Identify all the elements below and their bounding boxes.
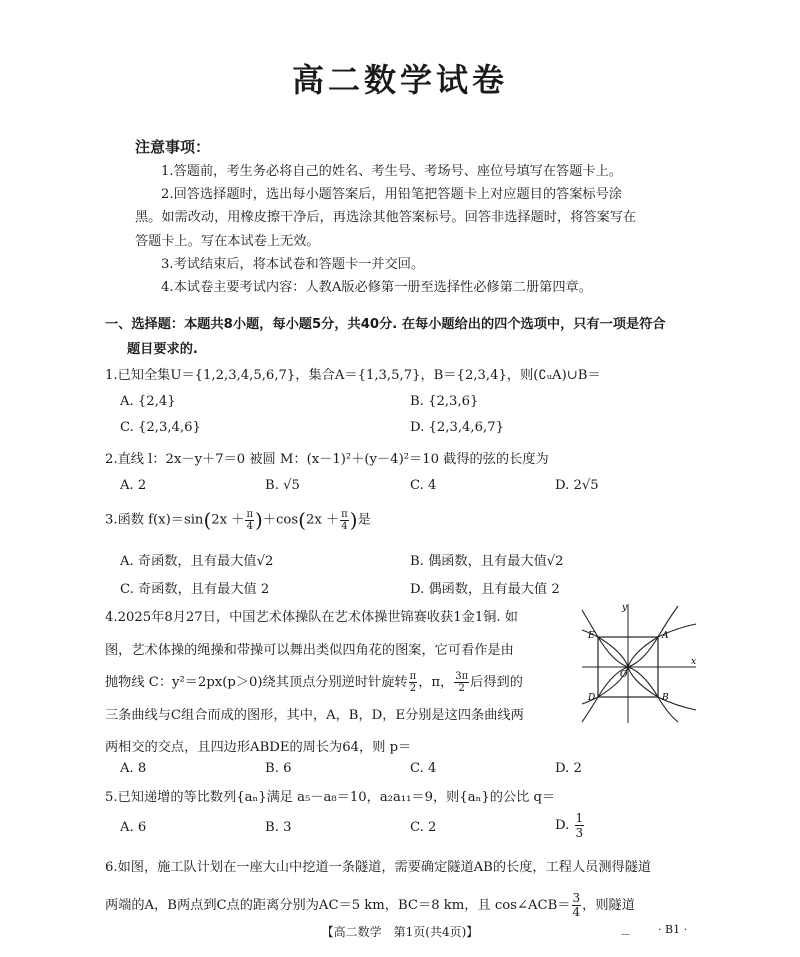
question-2-stem: 2.直线 l：2x－y＋7＝0 被圆 M：(x－1)²＋(y－4)²＝10 截得的弦的长度为 xyxy=(105,452,549,467)
q3-argument: 2x ＋ xyxy=(305,512,340,528)
notice-item: 4.本试卷主要考试内容：人教A版必修第一册至选择性必修第二册第四章。 xyxy=(161,280,592,296)
label-a: A xyxy=(662,631,669,641)
q3-option-b: B. 偶函数，且有最大值√2 xyxy=(410,554,564,569)
question-3-stem: 3.函数 f(x)＝sin(2x ＋ $\frac{\pi}{4}$ )＋cos(2x ＋ $\frac{\pi}{4}$ )是 xyxy=(105,508,371,532)
q3-stem-mid: ＋cos xyxy=(262,512,299,528)
notice-heading: 注意事项： xyxy=(135,138,211,156)
label-y: y xyxy=(622,603,628,613)
q6-fraction: $\frac{3}{4}$ xyxy=(572,891,581,919)
notice-item: 1.答题前，考生务必将自己的姓名、考生号、考场号、座位号填写在答题卡上。 xyxy=(161,164,622,179)
section-line: 一、选择题：本题共8小题，每小题5分，共40分. 在每小题给出的四个选项中，只有一项是符合 xyxy=(105,317,666,332)
q2-option-c: C. 4 xyxy=(410,478,437,493)
q5-d-fraction: $\frac{1}{3}$ xyxy=(575,811,584,840)
question-5-stem: 5.已知递增的等比数列{aₙ}满足 a₅－a₈＝10，a₂a₁₁＝9，则{aₙ}的公比 q＝ xyxy=(105,790,556,805)
label-e: E xyxy=(588,631,595,641)
q5-option-d: D. $\frac{1}{3}$ xyxy=(555,811,584,840)
q4-line: 图，艺术体操的绳操和带操可以舞出类似四角花的图案，它可看作是由 xyxy=(105,642,514,658)
four-petal-figure xyxy=(580,600,700,725)
q4-line: 两相交的交点，且四边形ABDE的周长为64，则 p＝ xyxy=(105,740,412,755)
q5-option-c: C. 2 xyxy=(410,820,437,835)
footer-code: · B1 · xyxy=(658,923,688,936)
notice-item: 3.考试结束后，将本试卷和答题卡一并交回。 xyxy=(161,256,425,272)
page-footer: 【高二数学 第1页(共4页)】 xyxy=(321,925,479,939)
section-heading xyxy=(105,312,705,362)
notice-item: 2.回答选择题时，选出每小题答案后，用铅笔把答题卡上对应题目的答案标号涂 xyxy=(161,187,622,203)
q1-option-c: C. {2,3,4,6} xyxy=(120,420,201,435)
label-o: O xyxy=(620,670,628,680)
question-4-stem xyxy=(105,602,575,765)
notice-item: 答题卡上。写在本试卷上无效。 xyxy=(135,233,320,249)
q5-option-a: A. 6 xyxy=(120,820,147,835)
q3-option-a: A. 奇函数，且有最大值√2 xyxy=(120,554,274,569)
q2-option-a: A. 2 xyxy=(120,478,147,493)
q4-line: 抛物线 C：y²＝2px(p＞0)绕其顶点分别逆时针旋转 $\frac{\pi}{2}$ ，π， $\frac{3\pi}{2}$ 后得到的 xyxy=(105,671,523,694)
q2-option-d: D. 2√5 xyxy=(555,478,599,493)
label-b: B xyxy=(662,693,669,703)
q3-fraction: $\frac{\pi}{4}$ xyxy=(341,508,348,532)
q3-option-d: D. 偶函数，且有最大值 2 xyxy=(410,582,560,597)
notice-block xyxy=(135,160,675,299)
q2-option-b: B. √5 xyxy=(265,478,300,493)
q3-argument: 2x ＋ xyxy=(211,512,245,528)
q4-line: 三条曲线与C组合而成的图形，其中，A，B，D，E分别是这四条曲线两 xyxy=(105,707,524,723)
q4-rotation-fraction: $\frac{3\pi}{2}$ xyxy=(455,671,469,694)
q5-option-b: B. 3 xyxy=(265,820,292,835)
q3-fraction: $\frac{\pi}{4}$ xyxy=(246,508,254,532)
q6-line: 6.如图，施工队计划在一座大山中挖道一条隧道，需要确定隧道AB的长度，工程人员测得隧道 xyxy=(105,860,652,875)
q1-option-d: D. {2,3,4,6,7} xyxy=(410,420,504,435)
q3-stem-suffix: 是 xyxy=(357,512,371,528)
q6-line: 两端的A，B两点到C点的距离分别为AC＝5 km，BC＝8 km，且 cos∠ACB＝ $\frac{3}{4}$ ，则隧道 xyxy=(105,891,635,919)
q4-rotation-fraction: $\frac{\pi}{2}$ xyxy=(409,671,417,694)
section-line: 题目要求的. xyxy=(127,342,198,357)
q1-option-a: A. {2,4} xyxy=(120,394,176,409)
page-title: 高二数学试卷 xyxy=(291,61,508,99)
notice-item: 黑。如需改动，用橡皮擦干净后，再选涂其他答案标号。回答非选择题时，将答案写在 xyxy=(135,210,637,226)
footer-dash: － xyxy=(620,928,631,941)
label-x: x xyxy=(691,657,697,667)
q3-stem-prefix: 3.函数 f(x)＝sin xyxy=(105,512,204,528)
q4-line: 4.2025年8月27日，中国艺术体操队在艺术体操世锦赛收获1金1铜. 如 xyxy=(105,610,518,625)
q4-option-a: A. 8 xyxy=(120,761,147,776)
q4-option-b: B. 6 xyxy=(265,761,292,776)
question-1-stem: 1.已知全集U＝{1,2,3,4,5,6,7}，集合A＝{1,3,5,7}，B＝{2,3,4}，则(∁ᵤA)∪B＝ xyxy=(105,368,601,383)
label-d: D xyxy=(588,693,596,703)
q3-option-c: C. 奇函数，且有最大值 2 xyxy=(120,582,270,597)
q1-option-b: B. {2,3,6} xyxy=(410,394,479,409)
q4-option-d: D. 2 xyxy=(555,761,582,776)
q4-option-c: C. 4 xyxy=(410,761,437,776)
